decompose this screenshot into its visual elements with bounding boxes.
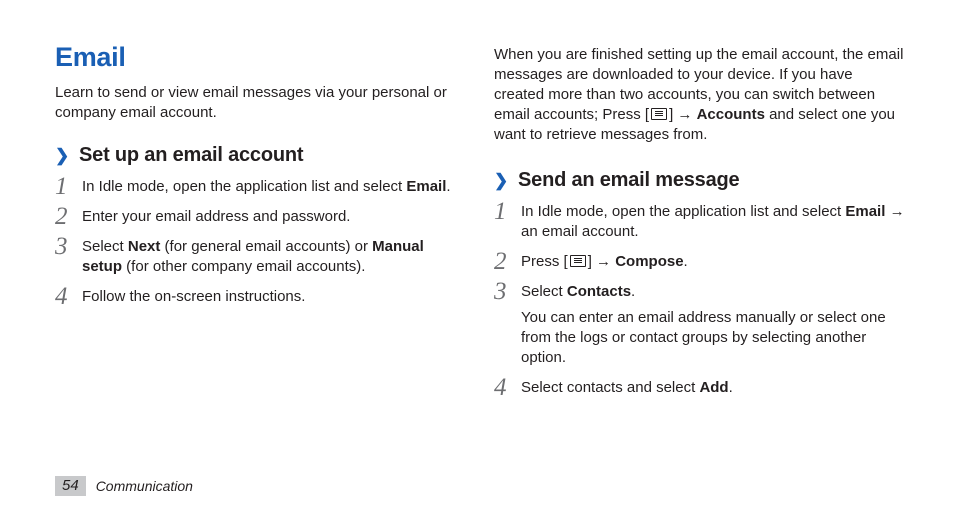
- page-footer: [55, 476, 193, 496]
- step-text: Press [ ] → Compose.: [521, 253, 688, 270]
- intro-text: Learn to send or view email messages via your personal or company email account.: [55, 84, 447, 121]
- left-column: [55, 42, 465, 310]
- step-3: [55, 233, 465, 277]
- step-4: [494, 374, 906, 401]
- right-intro-text: When you are finished setting up the email account, the email messages are downloaded to your device. If you have created more than two accounts, you can switch between email accounts; Press [ ] → Accounts and select one you want to retrieve messages from.: [494, 46, 904, 143]
- step-note: You can enter an email address manually or select one from the logs or contact groups by selecting another option.: [521, 309, 886, 366]
- section-heading-text: Set up an email account: [79, 144, 304, 166]
- step-text: Select Next (for general email accounts) or Manual setup (for other company email accounts).: [82, 238, 424, 275]
- page-title: Email: [55, 42, 126, 72]
- section-heading-setup: [55, 144, 465, 167]
- step-3: [494, 278, 906, 368]
- step-number: 1: [55, 173, 68, 200]
- step-number: 4: [494, 374, 507, 401]
- right-column: [494, 45, 906, 401]
- step-text: Select Contacts.: [521, 283, 636, 300]
- section-heading-text: Send an email message: [518, 169, 740, 191]
- chevron-right-icon: ❯: [494, 170, 509, 190]
- menu-key-icon: [651, 108, 667, 120]
- step-1: [55, 173, 465, 200]
- step-2: [55, 203, 465, 230]
- step-text: Enter your email address and password.: [82, 208, 351, 225]
- step-text: Select contacts and select Add.: [521, 379, 733, 396]
- step-text: In Idle mode, open the application list and select Email.: [82, 178, 451, 195]
- step-number: 1: [494, 198, 507, 225]
- step-4: [55, 283, 465, 310]
- step-2: [494, 248, 906, 275]
- menu-key-icon: [570, 255, 586, 267]
- page-number: 54: [55, 476, 86, 496]
- footer-section-label: Communication: [95, 478, 193, 494]
- step-number: 3: [494, 278, 507, 305]
- step-text: In Idle mode, open the application list and select Email → an email account.: [521, 203, 905, 240]
- step-1: [494, 198, 906, 242]
- step-number: 2: [55, 203, 68, 230]
- section-heading-send: [494, 169, 906, 192]
- step-number: 2: [494, 248, 507, 275]
- chevron-right-icon: ❯: [55, 145, 70, 165]
- step-number: 3: [55, 233, 68, 260]
- step-number: 4: [55, 283, 68, 310]
- step-text: Follow the on-screen instructions.: [82, 288, 306, 305]
